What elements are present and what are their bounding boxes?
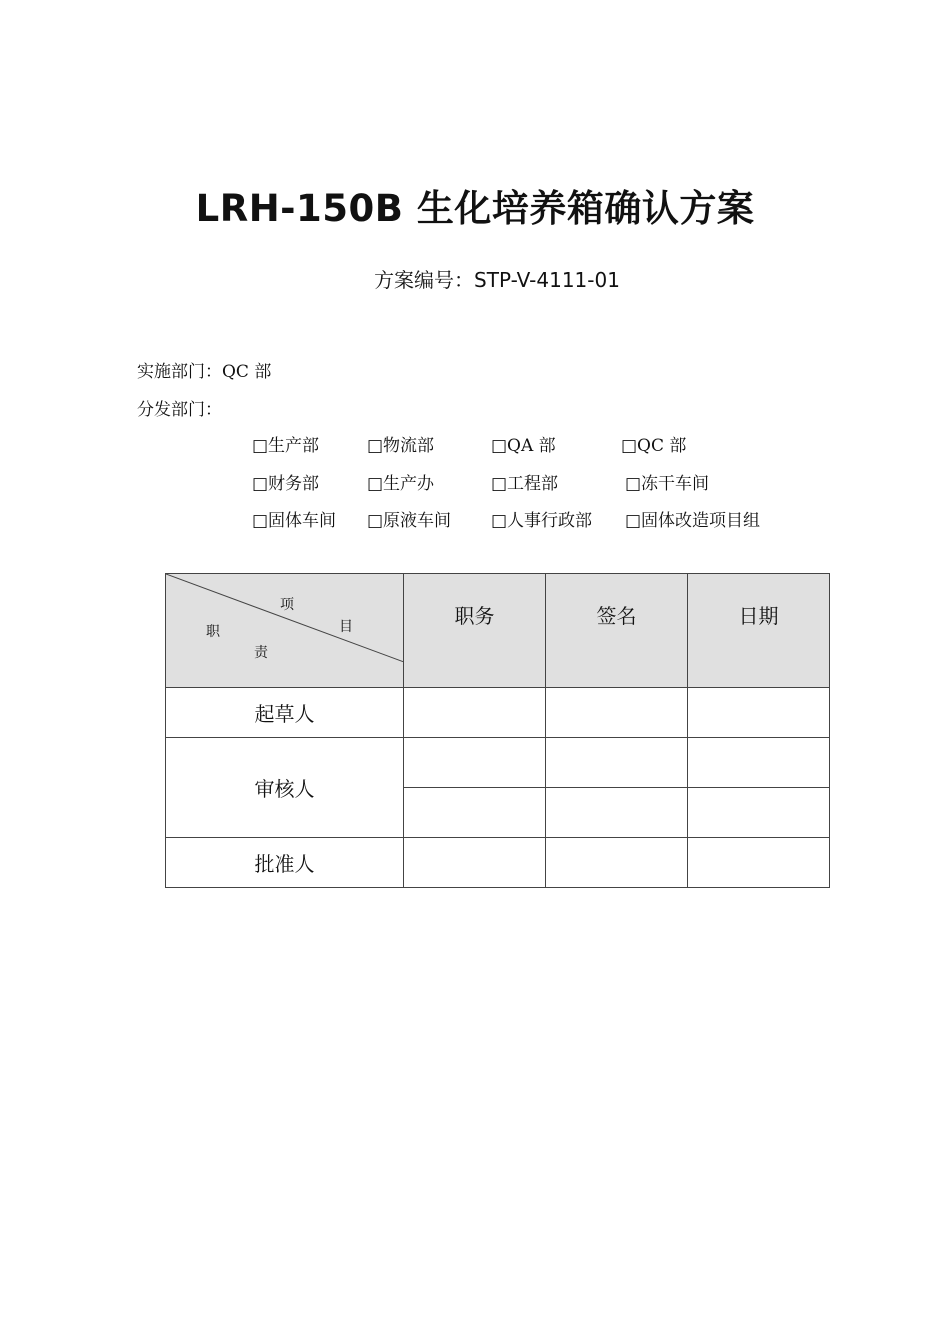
drafter-position-cell[interactable] xyxy=(404,688,546,738)
dept-checkbox-qc[interactable]: □QC 部 xyxy=(621,436,687,456)
reviewer2-position-cell[interactable] xyxy=(404,788,546,838)
drafter-date-cell[interactable] xyxy=(688,688,830,738)
dept-checkbox-production[interactable]: □生产部 xyxy=(252,436,320,456)
diag-label-bottom: 责 xyxy=(254,645,268,661)
diagonal-line xyxy=(166,574,404,662)
header-signature: 签名 xyxy=(546,574,688,688)
dept-checkbox-solid-renovation[interactable]: □固体改造项目组 xyxy=(625,511,761,531)
plan-code: 方案编号：STP-V-4111-01 xyxy=(374,268,620,292)
signature-table xyxy=(165,573,830,888)
row-label-reviewer: 审核人 xyxy=(166,738,404,838)
reviewer1-position-cell[interactable] xyxy=(404,738,546,788)
dept-checkbox-production-office[interactable]: □生产办 xyxy=(367,474,435,494)
dept-checkbox-stock-solution[interactable]: □原液车间 xyxy=(367,511,452,531)
dept-checkbox-engineering[interactable]: □工程部 xyxy=(491,474,559,494)
diagonal-header-cell xyxy=(166,574,404,688)
diag-label-left: 职 xyxy=(206,624,220,640)
distribute-label: 分发部门： xyxy=(137,400,222,420)
reviewer1-date-cell[interactable] xyxy=(688,738,830,788)
dept-checkbox-qa[interactable]: □QA 部 xyxy=(491,436,556,456)
diag-label-top: 项 xyxy=(280,597,294,613)
dept-checkbox-hr-admin[interactable]: □人事行政部 xyxy=(491,511,593,531)
table-row xyxy=(166,738,830,788)
reviewer2-date-cell[interactable] xyxy=(688,788,830,838)
table-row xyxy=(166,688,830,738)
table-header-row xyxy=(166,574,830,688)
dept-checkbox-freeze-dry[interactable]: □冻干车间 xyxy=(625,474,710,494)
approver-signature-cell[interactable] xyxy=(546,838,688,888)
implement-dept: 实施部门：QC 部 xyxy=(137,362,272,382)
drafter-signature-cell[interactable] xyxy=(546,688,688,738)
reviewer2-signature-cell[interactable] xyxy=(546,788,688,838)
approver-date-cell[interactable] xyxy=(688,838,830,888)
table-row xyxy=(166,838,830,888)
dept-checkbox-solid-workshop[interactable]: □固体车间 xyxy=(252,511,337,531)
header-position: 职务 xyxy=(404,574,546,688)
reviewer1-signature-cell[interactable] xyxy=(546,738,688,788)
row-label-drafter: 起草人 xyxy=(166,688,404,738)
header-date: 日期 xyxy=(688,574,830,688)
approver-position-cell[interactable] xyxy=(404,838,546,888)
dept-checkbox-finance[interactable]: □财务部 xyxy=(252,474,320,494)
document-title: LRH-150B 生化培养箱确认方案 xyxy=(195,187,755,230)
dept-checkbox-logistics[interactable]: □物流部 xyxy=(367,436,435,456)
row-label-approver: 批准人 xyxy=(166,838,404,888)
diag-label-right: 目 xyxy=(339,619,353,635)
